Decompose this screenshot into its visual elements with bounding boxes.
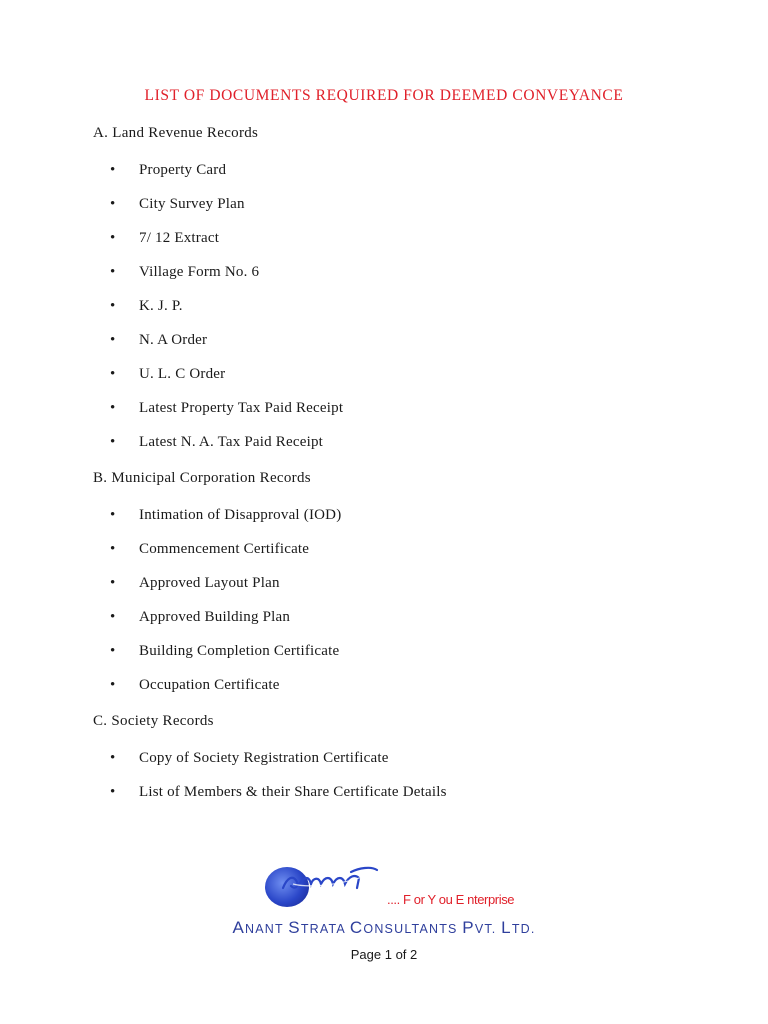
page-number: Page 1 of 2	[350, 947, 418, 962]
section-heading-society: C. Society Records	[93, 713, 214, 729]
list-item: • N. A Order	[110, 330, 343, 364]
land-revenue-list	[110, 160, 343, 466]
list-item: • Approved Layout Plan	[110, 573, 341, 607]
list-item: • Latest N. A. Tax Paid Receipt	[110, 432, 343, 466]
company-name: ANANT STRATA CONSULTANTS PVT. LTD.	[232, 918, 536, 937]
list-item: • City Survey Plan	[110, 194, 343, 228]
tagline: .... F or Y ou E nterprise	[387, 892, 515, 907]
list-item: • Intimation of Disapproval (IOD)	[110, 505, 341, 539]
list-item: • Building Completion Certificate	[110, 641, 341, 675]
footer-logo-row	[265, 862, 565, 910]
section-heading-land-revenue: A. Land Revenue Records	[93, 125, 259, 141]
list-item: • K. J. P.	[110, 296, 343, 330]
section-heading-municipal: B. Municipal Corporation Records	[93, 470, 311, 486]
list-item: • Occupation Certificate	[110, 675, 341, 709]
list-item: • Village Form No. 6	[110, 262, 343, 296]
municipal-list	[110, 505, 341, 709]
anant-script-logo-icon	[279, 864, 379, 900]
page-title: LIST OF DOCUMENTS REQUIRED FOR DEEMED CONVEYANCE	[144, 87, 624, 104]
list-item: • Approved Building Plan	[110, 607, 341, 641]
list-item: • Commencement Certificate	[110, 539, 341, 573]
list-item: • List of Members & their Share Certificate Details	[110, 782, 447, 816]
society-list	[110, 748, 447, 816]
list-item: • Property Card	[110, 160, 343, 194]
list-item: • U. L. C Order	[110, 364, 343, 398]
list-item: • Latest Property Tax Paid Receipt	[110, 398, 343, 432]
list-item: • 7/ 12 Extract	[110, 228, 343, 262]
list-item: • Copy of Society Registration Certificate	[110, 748, 447, 782]
